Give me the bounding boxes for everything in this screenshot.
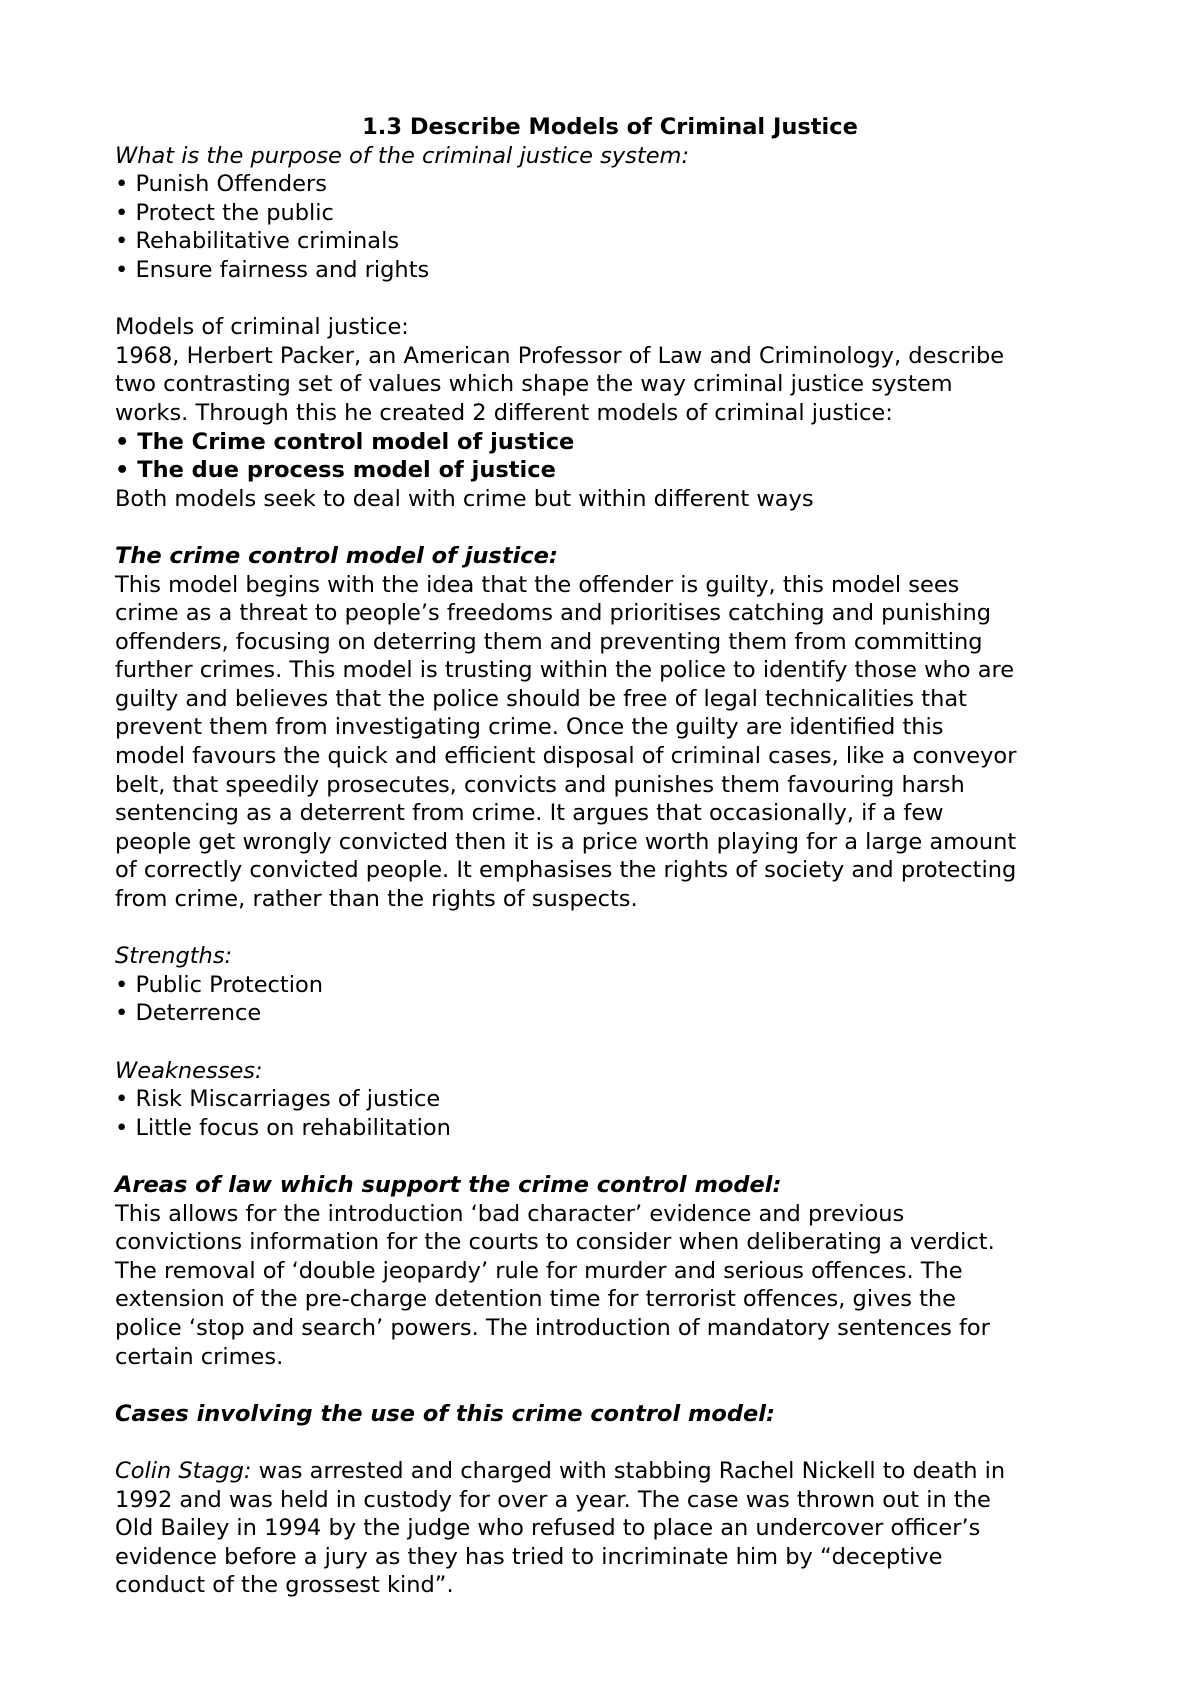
paragraph-line: This allows for the introduction ‘bad character’ evidence and previous — [115, 1200, 905, 1227]
paragraph-line: extension of the pre-charge detention time for terrorist offences, gives the — [115, 1286, 957, 1313]
paragraph-line: further crimes. This model is trusting within the police to identify those who are — [115, 657, 1015, 684]
paragraph-line: people get wrongly convicted then it is a price worth playing for a large amount — [115, 828, 1017, 855]
paragraph-line: prevent them from investigating crime. Once the guilty are identified this — [115, 714, 944, 741]
paragraph-line: from crime, rather than the rights of suspects. — [115, 886, 638, 913]
paragraph-line: police ‘stop and search’ powers. The introduction of mandatory sentences for — [115, 1314, 990, 1341]
list-item: • The Crime control model of justice — [115, 428, 1115, 457]
list-item: • Protect the public — [115, 199, 1115, 228]
list-item: • Punish Offenders — [115, 170, 1115, 199]
document-page — [115, 113, 1115, 1600]
paragraph-line: convictions information for the courts to consider when deliberating a verdict. — [115, 1229, 995, 1256]
case-first-line — [115, 1457, 1115, 1486]
paragraph-line: works. Through this he created 2 different models of criminal justice: — [115, 399, 893, 426]
paragraph-line: certain crimes. — [115, 1343, 284, 1370]
strengths-heading: Strengths: — [115, 943, 233, 970]
paragraph-line: model favours the quick and efficient disposal of criminal cases, like a conveyor — [115, 743, 1017, 770]
paragraph-line: conduct of the grossest kind”. — [115, 1572, 454, 1599]
page-title: 1.3 Describe Models of Criminal Justice — [362, 114, 858, 140]
paragraph-line: Old Bailey in 1994 by the judge who refused to place an undercover officer’s — [115, 1515, 981, 1542]
case-first-line-text: was arrested and charged with stabbing Rachel Nickell to death in — [251, 1457, 1006, 1484]
list-item: • Ensure fairness and rights — [115, 256, 1115, 285]
areas-of-law-heading: Areas of law which support the crime control model: — [115, 1171, 782, 1198]
models-heading: Models of criminal justice: — [115, 314, 409, 341]
list-item: • Risk Miscarriages of justice — [115, 1085, 1115, 1114]
list-item: • Rehabilitative criminals — [115, 227, 1115, 256]
case-name: Colin Stagg: — [115, 1457, 252, 1484]
cases-heading: Cases involving the use of this crime control model: — [115, 1400, 775, 1427]
paragraph-line: This model begins with the idea that the offender is guilty, this model sees — [115, 571, 960, 598]
paragraph-line: of correctly convicted people. It emphasises the rights of society and protecting — [115, 857, 1017, 884]
list-item: • Little focus on rehabilitation — [115, 1114, 1115, 1143]
paragraph-line: sentencing as a deterrent from crime. It argues that occasionally, if a few — [115, 800, 944, 827]
paragraph-line: Both models seek to deal with crime but within different ways — [115, 485, 814, 512]
purpose-question: What is the purpose of the criminal justice system: — [115, 142, 690, 169]
paragraph-line: two contrasting set of values which shape the way criminal justice system — [115, 371, 953, 398]
list-item: • Deterrence — [115, 999, 1115, 1028]
paragraph-line: 1992 and was held in custody for over a year. The case was thrown out in the — [115, 1486, 991, 1513]
paragraph-line: guilty and believes that the police should be free of legal technicalities that — [115, 685, 968, 712]
paragraph-line: evidence before a jury as they has tried to incriminate him by “deceptive — [115, 1543, 943, 1570]
paragraph-line: 1968, Herbert Packer, an American Professor of Law and Criminology, describe — [115, 342, 1005, 369]
paragraph-line: crime as a threat to people’s freedoms and prioritises catching and punishing — [115, 600, 991, 627]
list-item: • The due process model of justice — [115, 456, 1115, 485]
paragraph-line: belt, that speedily prosecutes, convicts and punishes them favouring harsh — [115, 771, 965, 798]
paragraph-line: offenders, focusing on deterring them and preventing them from committing — [115, 628, 983, 655]
crime-control-heading: The crime control model of justice: — [115, 542, 558, 569]
paragraph-line: The removal of ‘double jeopardy’ rule for murder and serious offences. The — [115, 1257, 963, 1284]
list-item: • Public Protection — [115, 971, 1115, 1000]
weaknesses-heading: Weaknesses: — [115, 1057, 263, 1084]
